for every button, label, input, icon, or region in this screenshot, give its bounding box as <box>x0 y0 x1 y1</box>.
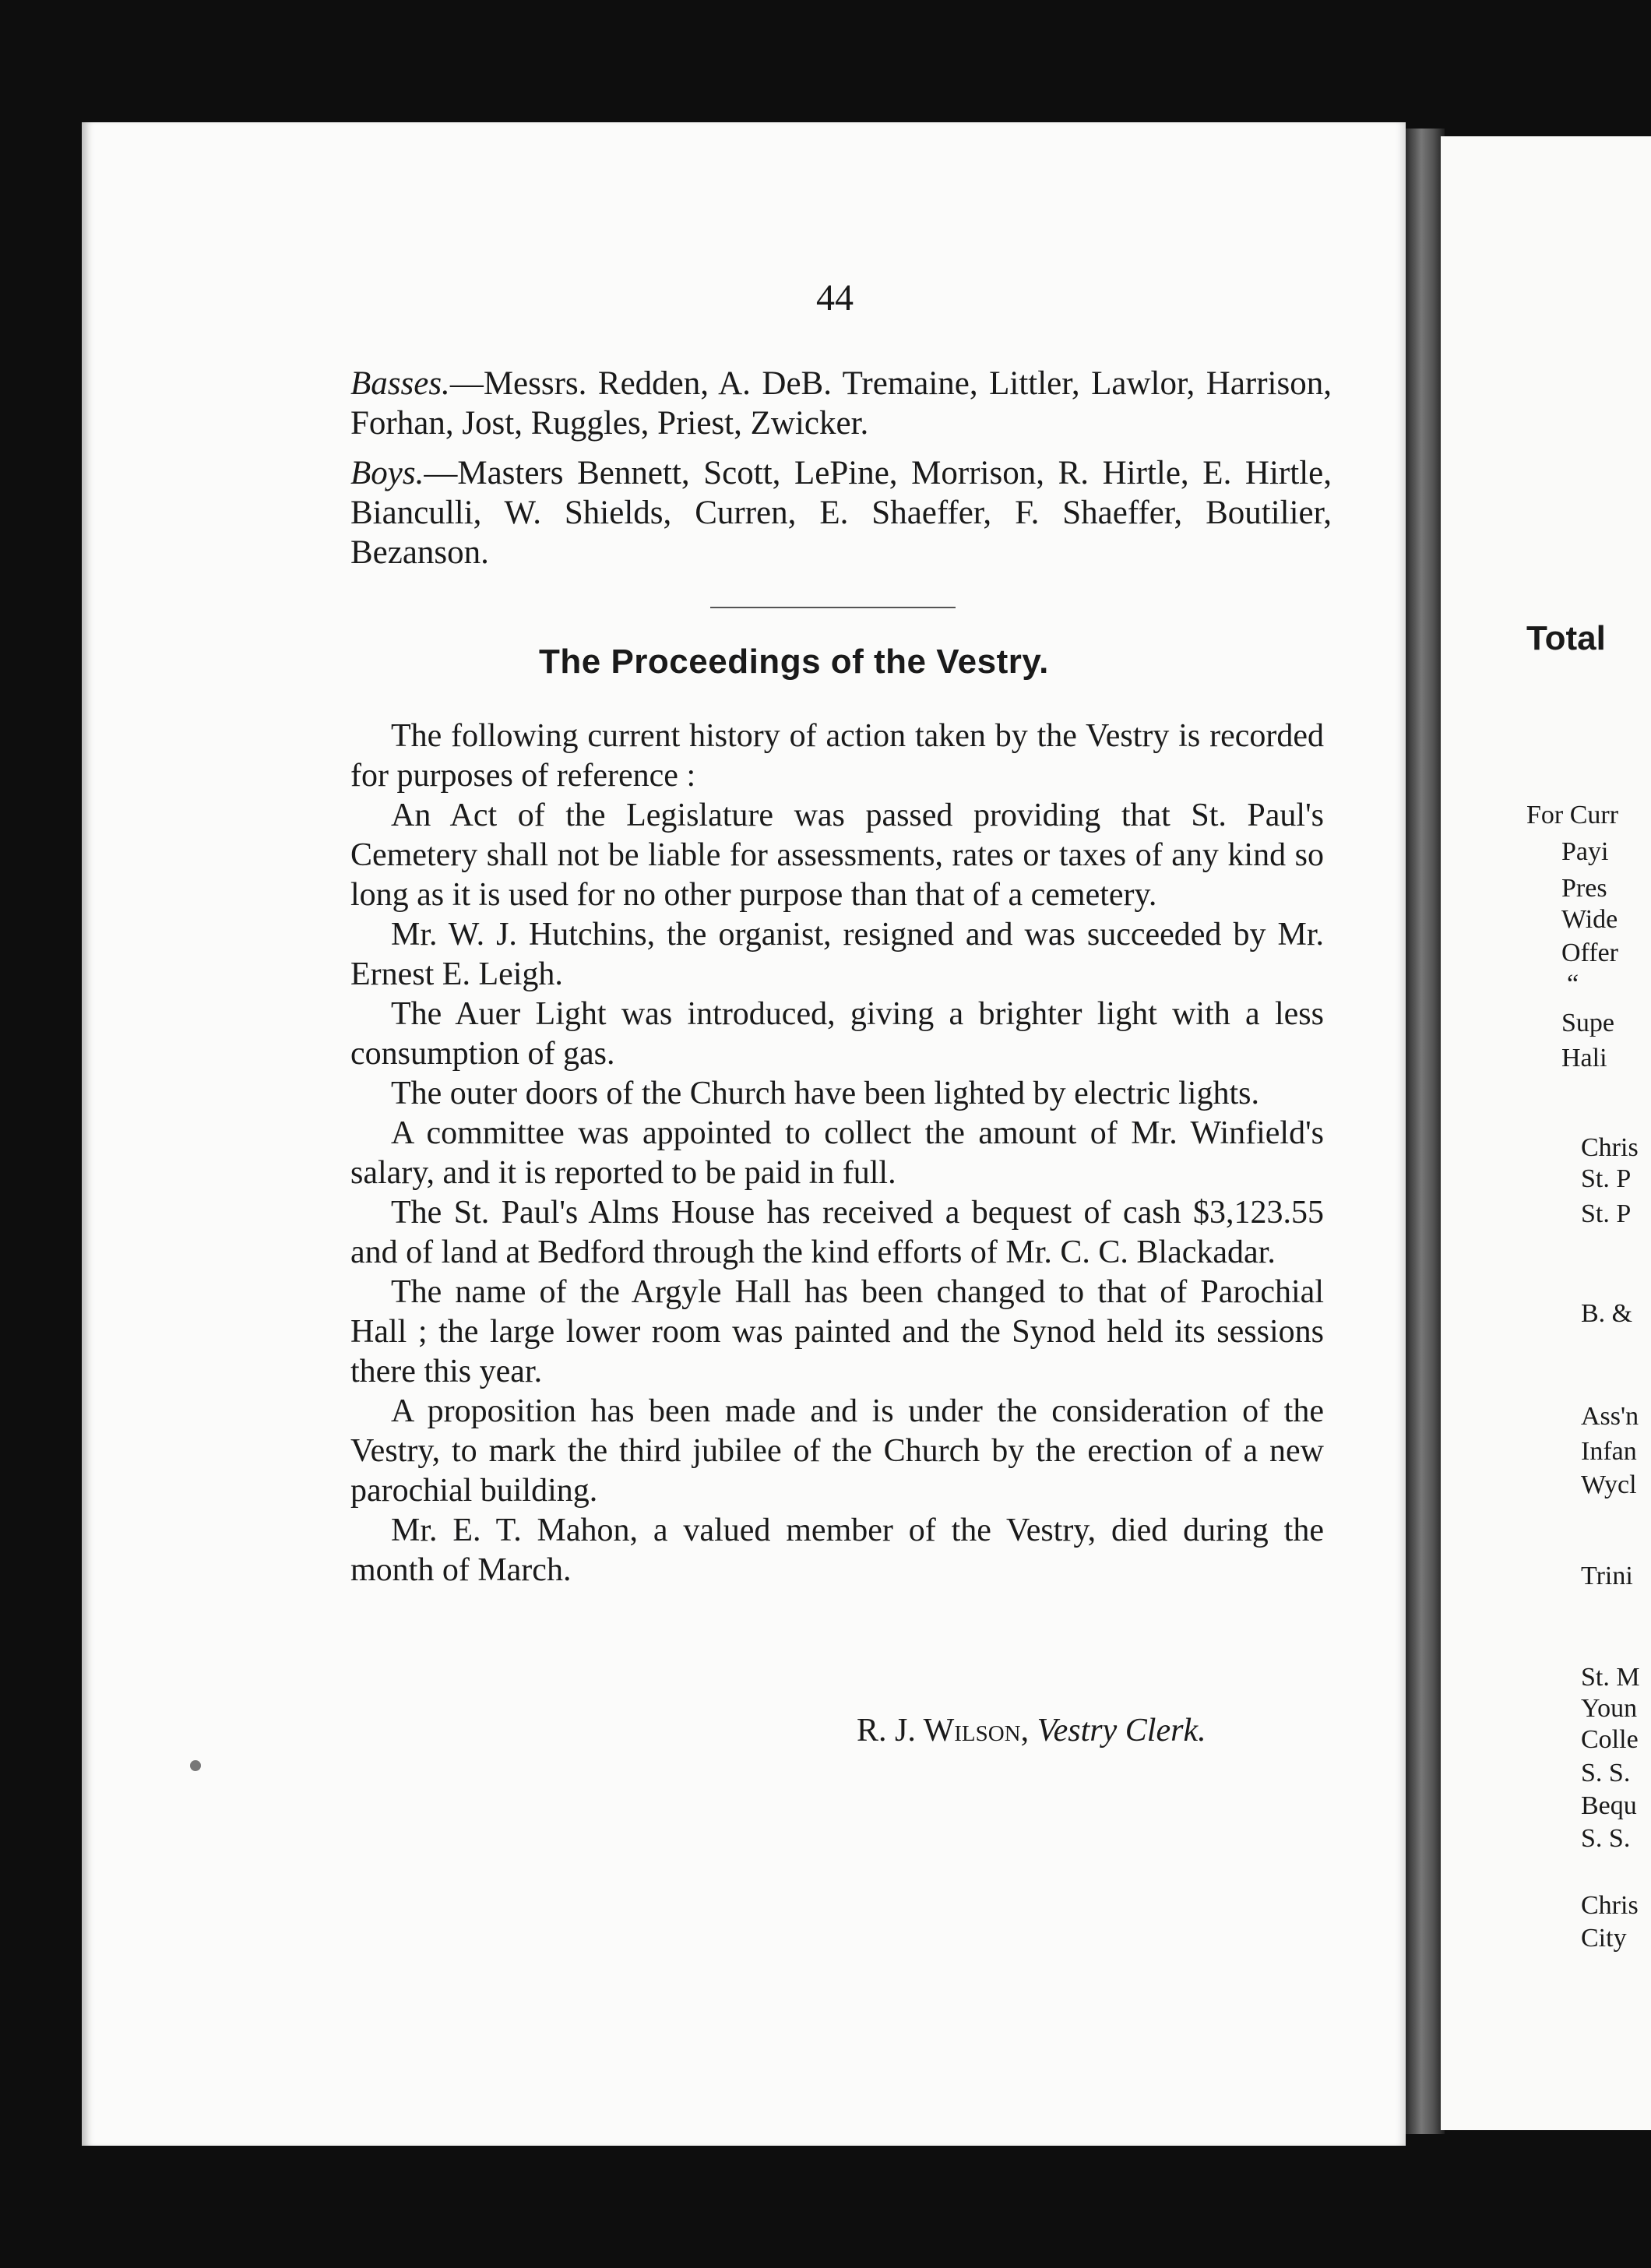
book-gutter <box>1406 129 1445 2134</box>
vestry-clerk-signature <box>857 1712 1206 1749</box>
paragraph-salary-committee: A committee was appointed to collect the amount of Mr. Winfield's salary, and it is reported to be paid in full. <box>350 1115 1324 1191</box>
choir-basses-paragraph <box>350 364 1332 443</box>
paragraph-cemetery-act: An Act of the Legislature was passed providing that St. Paul's Cemetery shall not be liable for assessments, rates or taxes of any kind so long as it is used for no other purpose than that of a cemetery. <box>350 798 1324 913</box>
paragraph-intro: The following current history of action taken by the Vestry is recorded for purposes of reference : <box>350 718 1324 794</box>
paragraph-alms-house: The St. Paul's Alms House has received a bequest of cash $3,123.55 and of land at Bedford through the kind efforts of Mr. C. C. Blackadar. <box>350 1195 1324 1270</box>
basses-label: Basses. <box>350 365 450 402</box>
right-line: Colle <box>1581 1725 1639 1754</box>
right-line: Payi <box>1561 837 1609 866</box>
paragraph-parochial-hall: The name of the Argyle Hall has been changed to that of Parochial Hall ; the large lower room was painted and the Synod held its sessions there this year. <box>350 1274 1324 1389</box>
right-page-heading: Total <box>1526 619 1606 657</box>
right-page-text <box>1441 0 1651 2268</box>
right-line: Bequ <box>1581 1791 1637 1820</box>
paragraph-electric-lights: The outer doors of the Church have been lighted by electric lights. <box>391 1076 1259 1111</box>
right-line: S. S. <box>1581 1824 1631 1853</box>
right-line: Pres <box>1561 874 1607 903</box>
choir-boys-paragraph <box>350 453 1332 572</box>
right-line: Hali <box>1561 1044 1607 1072</box>
right-line: Ass'n <box>1581 1402 1639 1431</box>
right-line: S. S. <box>1581 1759 1631 1787</box>
right-line: Chris <box>1581 1133 1639 1162</box>
section-divider <box>710 607 956 608</box>
paragraph-organist: Mr. W. J. Hutchins, the organist, resigned and was succeeded by Mr. Ernest E. Leigh. <box>350 917 1324 992</box>
signature-title: Vestry Clerk. <box>1037 1713 1206 1749</box>
paragraph-auer-light: The Auer Light was introduced, giving a brighter light with a less consumption of gas. <box>350 996 1324 1072</box>
right-line: B. & <box>1581 1299 1633 1328</box>
right-line: Offer <box>1561 939 1618 967</box>
right-line: For Curr <box>1526 801 1619 829</box>
right-line: St. P <box>1581 1199 1632 1228</box>
right-line: St. P <box>1581 1164 1632 1193</box>
section-heading: The Proceedings of the Vestry. <box>539 643 1049 681</box>
right-line: St. M <box>1581 1663 1640 1692</box>
right-line: Supe <box>1561 1009 1614 1037</box>
paragraph-jubilee: A proposition has been made and is under the consideration of the Vestry, to mark the third jubilee of the Church by the erection of a new parochial building. <box>350 1393 1324 1509</box>
signature-name: R. J. Wilson, <box>857 1713 1030 1749</box>
right-line: “ <box>1567 970 1579 998</box>
ink-spot <box>190 1760 201 1771</box>
right-line: Infan <box>1581 1437 1637 1466</box>
paragraph-mahon: Mr. E. T. Mahon, a valued member of the Vestry, died during the month of March. <box>350 1513 1324 1588</box>
boys-label: Boys. <box>350 455 424 491</box>
proceedings-body <box>350 717 1324 1590</box>
right-line: Chris <box>1581 1891 1639 1920</box>
boys-names: —Masters Bennett, Scott, LePine, Morrison, R. Hirtle, E. Hirtle, Bianculli, W. Shields, Curren, E. Shaeffer, F. Shaeffer, Boutilier, Bezanson. <box>350 455 1332 571</box>
right-line: City <box>1581 1924 1627 1953</box>
basses-names: —Messrs. Redden, A. DeB. Tremaine, Littler, Lawlor, Harrison, Forhan, Jost, Ruggles, Priest, Zwicker. <box>350 365 1332 442</box>
right-line: Wycl <box>1581 1470 1637 1499</box>
right-line: Wide <box>1561 905 1618 934</box>
right-line: Youn <box>1581 1694 1638 1723</box>
page-number: 44 <box>816 277 854 319</box>
right-line: Trini <box>1581 1562 1633 1590</box>
